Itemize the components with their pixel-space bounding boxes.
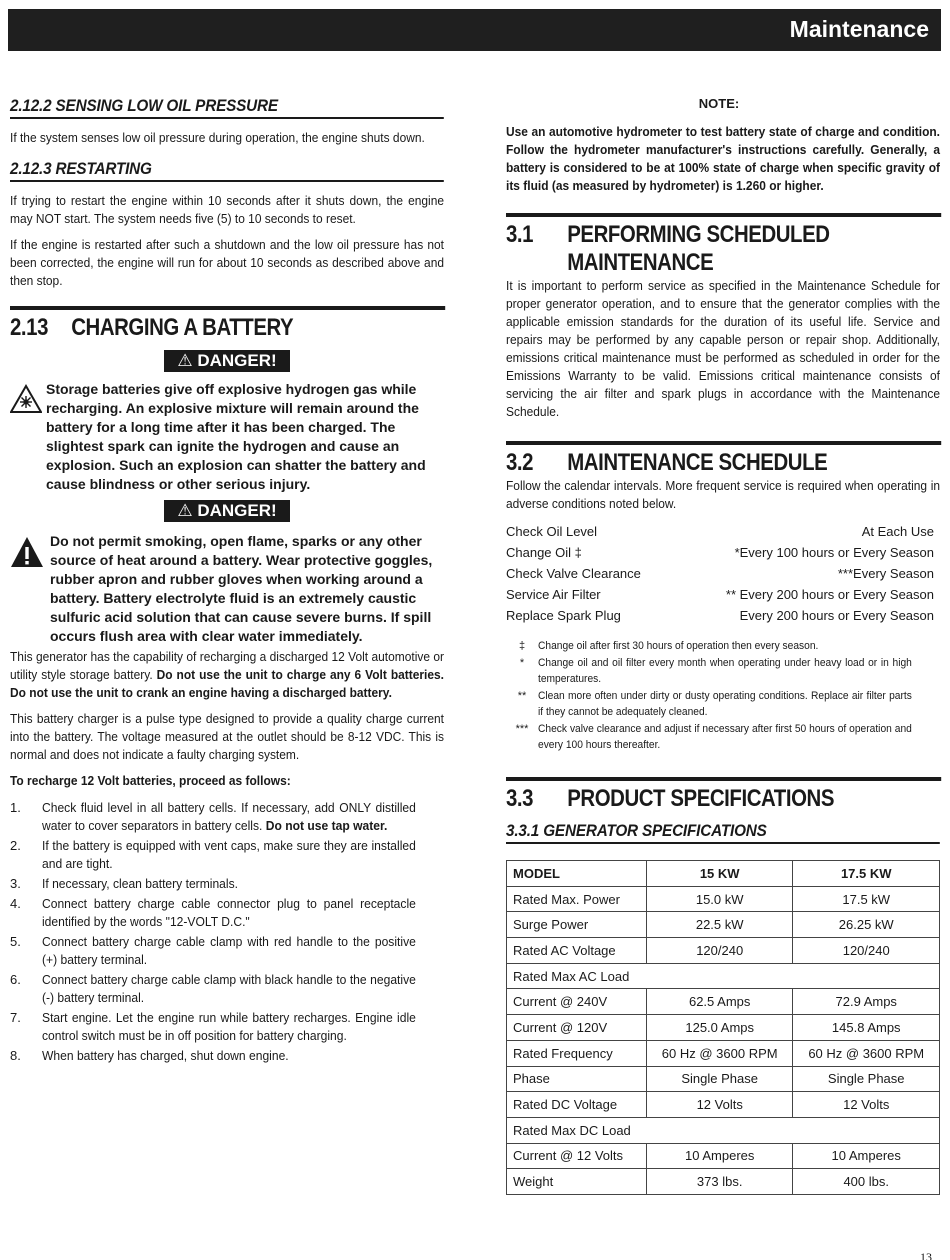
para-restart-1: If trying to restart the engine within 10 seconds after it shuts down, the engine may NOT start. The system needs five (5) to 10 seconds to reset.: [10, 193, 445, 226]
schedule-task: Service Air Filter: [506, 587, 601, 602]
danger-badge-2: ⚠ DANGER!: [164, 500, 290, 522]
table-cell: 120/240: [793, 938, 940, 964]
danger-warning-fire: [10, 532, 444, 646]
schedule-footnotes: [506, 638, 940, 753]
heading-3-1: [506, 213, 941, 277]
schedule-task: Check Valve Clearance: [506, 566, 641, 581]
steps-intro: To recharge 12 Volt batteries, proceed as follows:: [10, 773, 291, 788]
para-low-oil: If the system senses low oil pressure during operation, the engine shuts down.: [10, 130, 425, 145]
section-title: MAINTENANCE SCHEDULE: [567, 449, 828, 476]
table-cell: 60 Hz @ 3600 RPM: [793, 1040, 940, 1066]
table-cell: 145.8 Amps: [793, 1015, 940, 1041]
table-row: [507, 1040, 940, 1066]
step-text-body: If necessary, clean battery terminals.: [42, 876, 238, 891]
table-row-label: Rated Frequency: [507, 1040, 647, 1066]
table-cell: 120/240: [646, 938, 793, 964]
table-cell: 12 Volts: [646, 1092, 793, 1118]
table-cell: 22.5 kW: [646, 912, 793, 938]
warning-text-1: Storage batteries give off explosive hydrogen gas while recharging. An explosive mixture will remain around the battery for a long time after it has been charged. The slightest spark can ignite the hydrogen and cause an explosion. Such an explosion can shatter the battery and cause blindness or other serious injury.: [46, 381, 426, 492]
table-cell: 10 Amperes: [646, 1143, 793, 1169]
table-cell: 26.25 kW: [793, 912, 940, 938]
table-cell: 17.5 kW: [793, 886, 940, 912]
table-row: [507, 912, 940, 938]
heading-2-12-2: 2.12.2 SENSING LOW OIL PRESSURE: [10, 96, 444, 119]
table-cell: Single Phase: [793, 1066, 940, 1092]
heading-3-3: [506, 777, 941, 813]
table-row: [507, 963, 940, 989]
schedule-row: [506, 542, 934, 563]
footnote-mark: **: [517, 690, 527, 702]
step-number: 8.: [10, 1048, 21, 1063]
step-item: [10, 1009, 444, 1045]
schedule-interval: At Each Use: [861, 524, 934, 539]
table-cell: 72.9 Amps: [793, 989, 940, 1015]
step-text-body: Connect battery charge cable connector plug to panel receptacle identified by the words "12-VOLT D.C.": [42, 896, 416, 929]
table-cell: Single Phase: [646, 1066, 793, 1092]
table-header-cell: 17.5 KW: [793, 861, 940, 887]
generator-spec-table: [506, 860, 940, 1195]
schedule-row: [506, 584, 934, 605]
step-text: [42, 895, 416, 931]
step-text-body: Start engine. Let the engine run while battery recharges. Engine idle control switch must be in off position for battery charging.: [42, 1010, 416, 1043]
section-title: PRODUCT SPECIFICATIONS: [567, 785, 835, 812]
section-number: 3.3: [506, 785, 534, 812]
table-cell: 60 Hz @ 3600 RPM: [646, 1040, 793, 1066]
step-text-body: If the battery is equipped with vent caps, make sure they are installed and are tight.: [42, 838, 416, 871]
step-text: [42, 933, 416, 969]
table-row-label: Current @ 120V: [507, 1015, 647, 1041]
table-header-row: [507, 861, 940, 887]
table-cell: 10 Amperes: [793, 1143, 940, 1169]
danger-warning-explosion: [10, 380, 444, 494]
step-item: [10, 1047, 444, 1065]
table-row: [507, 1117, 940, 1143]
step-text-body: Check fluid level in all battery cells. If necessary, add ONLY distilled water to cover separators in battery cells.: [42, 800, 416, 833]
step-item: [10, 875, 444, 893]
note-body: Use an automotive hydrometer to test battery state of charge and condition. Follow the hydrometer manufacturer's instructions carefully. Generally, a battery is considered to be at 100% state of charge when specific gravity of its fluid (as measured by hydrometer) is 1.260 or higher.: [506, 124, 941, 193]
table-row: [507, 1066, 940, 1092]
warning-triangle-icon: ⚠: [177, 501, 193, 520]
recharge-steps-list: [10, 799, 444, 1065]
footnote: [506, 655, 940, 687]
heading-2-13: [10, 306, 445, 342]
step-number: 5.: [10, 934, 21, 949]
para-recharge-capability: This generator has the capability of recharging a discharged 12 Volt automotive or utility style storage battery. Do not use the unit to charge any 6 Volt batteries. Do not use the unit to crank an engine having a discharged battery.: [10, 649, 445, 700]
section-number: 2.13: [10, 314, 49, 341]
footnote: [506, 688, 940, 720]
step-item: [10, 933, 444, 969]
page-number: 13: [920, 1250, 932, 1260]
section-title-line1: PERFORMING SCHEDULED: [567, 221, 830, 248]
step-item: [10, 837, 444, 873]
heading-3-3-1: 3.3.1 GENERATOR SPECIFICATIONS: [506, 821, 940, 844]
footnote-mark: *: [519, 657, 525, 669]
schedule-interval: *Every 100 hours or Every Season: [734, 545, 934, 560]
step-text: [42, 875, 416, 893]
section-title-line2: MAINTENANCE: [567, 249, 714, 276]
table-row-label: Rated Max. Power: [507, 886, 647, 912]
maintenance-schedule-list: [506, 521, 940, 626]
para-calendar-intervals: Follow the calendar intervals. More frequent service is required when operating in adverse conditions noted below.: [506, 478, 941, 511]
table-header-cell: 15 KW: [646, 861, 793, 887]
table-row-label: Weight: [507, 1169, 647, 1195]
section-title: CHARGING A BATTERY: [71, 314, 294, 341]
table-cell: 62.5 Amps: [646, 989, 793, 1015]
warning-triangle-icon: ⚠: [177, 351, 193, 370]
exclamation-icon: [10, 532, 50, 646]
warning-text-2: Do not permit smoking, open flame, sparks or any other source of heat around a battery. Wear protective goggles, rubber apron and rubber gloves when working around a battery. Battery electrolyte fluid is an extremely caustic sulfuric acid solution that can cause severe burns. If spill occurs flush area with clear water immediately.: [50, 533, 433, 644]
step-number: 1.: [10, 800, 21, 815]
step-number: 3.: [10, 876, 21, 891]
step-number: 6.: [10, 972, 21, 987]
header-title: Maintenance: [789, 16, 929, 42]
step-text: [42, 1009, 416, 1045]
footnote-text: Change oil after first 30 hours of operation then every season.: [538, 640, 819, 652]
table-group-label: Rated Max AC Load: [507, 963, 940, 989]
step-number: 4.: [10, 896, 21, 911]
step-item: [10, 971, 444, 1007]
table-row: [507, 1092, 940, 1118]
heading-3-2: [506, 441, 941, 477]
section-number: 3.2: [506, 449, 534, 476]
table-row: [507, 1015, 940, 1041]
note-title: NOTE:: [698, 96, 740, 111]
table-row-label: Current @ 12 Volts: [507, 1143, 647, 1169]
table-row-label: Surge Power: [507, 912, 647, 938]
table-row-label: Rated DC Voltage: [507, 1092, 647, 1118]
schedule-row: [506, 605, 934, 626]
schedule-interval: Every 200 hours or Every Season: [739, 608, 934, 623]
table-row: [507, 886, 940, 912]
step-item: [10, 799, 444, 835]
para-restart-2: If the engine is restarted after such a shutdown and the low oil pressure has not been corrected, the engine will run for about 10 seconds as described above and then stop.: [10, 237, 445, 288]
schedule-interval: ***Every Season: [837, 566, 934, 581]
schedule-row: [506, 563, 934, 584]
table-cell: 15.0 kW: [646, 886, 793, 912]
schedule-row: [506, 521, 934, 542]
explosion-icon: [10, 380, 46, 494]
schedule-task: Check Oil Level: [506, 524, 598, 539]
page-header-bar: [8, 9, 941, 51]
footnote-text: Check valve clearance and adjust if necessary after first 50 hours of operation and every 100 hours thereafter.: [538, 723, 912, 751]
para-scheduled-maintenance: It is important to perform service as specified in the Maintenance Schedule for proper generator operation, and to ensure that the generator complies with the applicable emission standards for the duration of its useful life. Service and repairs may be performed by any capable person or repair shop. Additionally, emissions critical maintenance must be performed as scheduled in order for the Emissions Warranty to be valid. Emissions critical maintenance consists of servicing the air filter and spark plugs in accordance with the Maintenance Schedule.: [506, 278, 941, 419]
table-row: [507, 1143, 940, 1169]
footnote-mark: ***: [515, 723, 529, 735]
step-number: 2.: [10, 838, 21, 853]
table-row-label: Current @ 240V: [507, 989, 647, 1015]
right-column: [506, 96, 940, 1195]
step-text: [42, 799, 416, 835]
footnote: [506, 638, 940, 654]
step-number: 7.: [10, 1010, 21, 1025]
danger-badge-1: ⚠ DANGER!: [164, 350, 290, 372]
table-cell: 12 Volts: [793, 1092, 940, 1118]
schedule-task: Change Oil ‡: [506, 545, 582, 560]
table-header-cell: MODEL: [507, 861, 647, 887]
step-text: [42, 837, 416, 873]
step-text-body: When battery has charged, shut down engine.: [42, 1048, 289, 1063]
table-cell: 373 lbs.: [646, 1169, 793, 1195]
footnote: [506, 721, 940, 753]
schedule-task: Replace Spark Plug: [506, 608, 621, 623]
table-cell: 125.0 Amps: [646, 1015, 793, 1041]
table-row: [507, 1169, 940, 1195]
step-text: [42, 971, 416, 1007]
para-pulse-charger: This battery charger is a pulse type designed to provide a quality charge current into the battery. The voltage measured at the outlet should be 8-12 VDC. This is normal and does not indicate a faulty charging system.: [10, 711, 445, 762]
table-group-label: Rated Max DC Load: [507, 1117, 940, 1143]
table-row: [507, 989, 940, 1015]
heading-2-12-3: 2.12.3 RESTARTING: [10, 159, 444, 182]
table-row: [507, 938, 940, 964]
schedule-interval: ** Every 200 hours or Every Season: [725, 587, 934, 602]
footnote-mark: ‡: [518, 640, 526, 652]
step-text: [42, 1047, 416, 1065]
table-row-label: Phase: [507, 1066, 647, 1092]
step-item: [10, 895, 444, 931]
left-column: [10, 96, 444, 1067]
step-text-body: Connect battery charge cable clamp with black handle to the negative (-) battery terminal.: [42, 972, 416, 1005]
step-text-body: Connect battery charge cable clamp with red handle to the positive (+) battery terminal.: [42, 934, 416, 967]
footnote-text: Clean more often under dirty or dusty operating conditions. Replace air filter parts if they cannot be adequately cleaned.: [538, 690, 912, 718]
table-row-label: Rated AC Voltage: [507, 938, 647, 964]
table-cell: 400 lbs.: [793, 1169, 940, 1195]
section-number: 3.1: [506, 221, 534, 248]
footnote-text: Change oil and oil filter every month when operating under heavy load or in high temperatures.: [538, 657, 912, 685]
step-text-emphasis: Do not use tap water.: [265, 818, 388, 833]
